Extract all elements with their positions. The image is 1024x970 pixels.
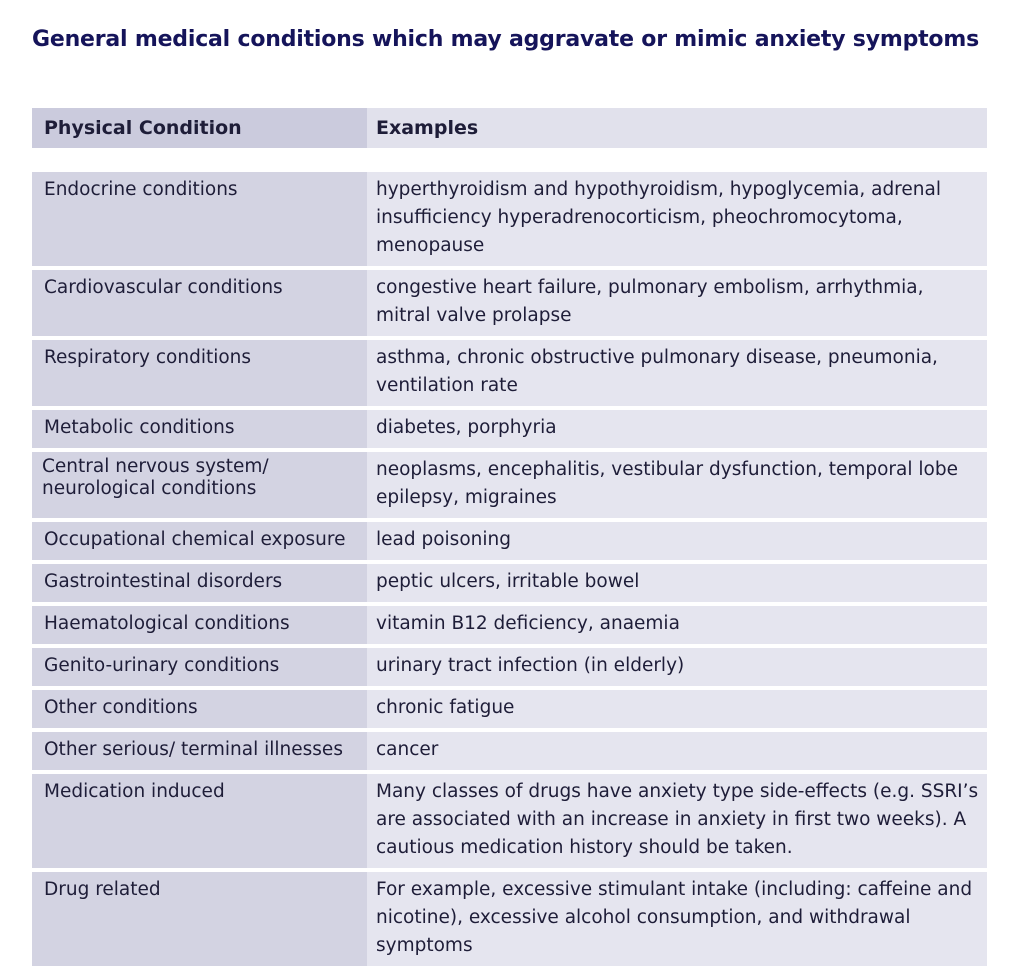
examples-cell: chronic fatigue — [367, 690, 987, 728]
page-title: General medical conditions which may aggravate or mimic anxiety symptoms — [32, 27, 979, 52]
condition-cell: Other serious/ terminal illnesses — [32, 732, 367, 770]
examples-cell: urinary tract infection (in elderly) — [367, 648, 987, 686]
condition-cell: Haematological conditions — [32, 606, 367, 644]
table-row — [32, 410, 987, 448]
table-row — [32, 606, 987, 644]
table-row — [32, 774, 987, 868]
table-header-row — [32, 108, 987, 148]
examples-cell: asthma, chronic obstructive pulmonary disease, pneumonia, ventilation rate — [367, 340, 987, 406]
condition-cell: Endocrine conditions — [32, 172, 367, 266]
condition-cell: Other conditions — [32, 690, 367, 728]
examples-cell: congestive heart failure, pulmonary embolism, arrhythmia, mitral valve prolapse — [367, 270, 987, 336]
table-row — [32, 172, 987, 266]
header-physical-condition: Physical Condition — [32, 108, 367, 148]
table-row — [32, 648, 987, 686]
header-examples: Examples — [367, 108, 987, 148]
examples-cell: neoplasms, encephalitis, vestibular dysfunction, temporal lobe epilepsy, migraines — [367, 452, 987, 518]
examples-cell: For example, excessive stimulant intake (including: caffeine and nicotine), excessive alcohol consumption, and withdrawal symptoms — [367, 872, 987, 966]
condition-cell: Gastrointestinal disorders — [32, 564, 367, 602]
table-row — [32, 564, 987, 602]
condition-cell: Metabolic conditions — [32, 410, 367, 448]
examples-cell: hyperthyroidism and hypothyroidism, hypoglycemia, adrenal insufficiency hyperadrenocorticism, pheochromocytoma, menopause — [367, 172, 987, 266]
examples-cell: cancer — [367, 732, 987, 770]
table-row — [32, 340, 987, 406]
table-row — [32, 690, 987, 728]
conditions-table — [32, 108, 987, 970]
examples-cell: diabetes, porphyria — [367, 410, 987, 448]
condition-cell: Drug related — [32, 872, 367, 966]
table-row — [32, 522, 987, 560]
table-row — [32, 872, 987, 966]
condition-cell: Respiratory conditions — [32, 340, 367, 406]
table-row — [32, 732, 987, 770]
examples-cell: Many classes of drugs have anxiety type side-effects (e.g. SSRI’s are associated with an increase in anxiety in first two weeks). A cautious medication history should be taken. — [367, 774, 987, 868]
condition-cell: Occupational chemical exposure — [32, 522, 367, 560]
examples-cell: lead poisoning — [367, 522, 987, 560]
examples-cell: peptic ulcers, irritable bowel — [367, 564, 987, 602]
table-row — [32, 270, 987, 336]
condition-cell: Medication induced — [32, 774, 367, 868]
condition-cell: Cardiovascular conditions — [32, 270, 367, 336]
examples-cell: vitamin B12 deficiency, anaemia — [367, 606, 987, 644]
table-row — [32, 452, 987, 518]
condition-cell: Genito-urinary conditions — [32, 648, 367, 686]
condition-cell: Central nervous system/ neurological conditions — [32, 452, 367, 518]
